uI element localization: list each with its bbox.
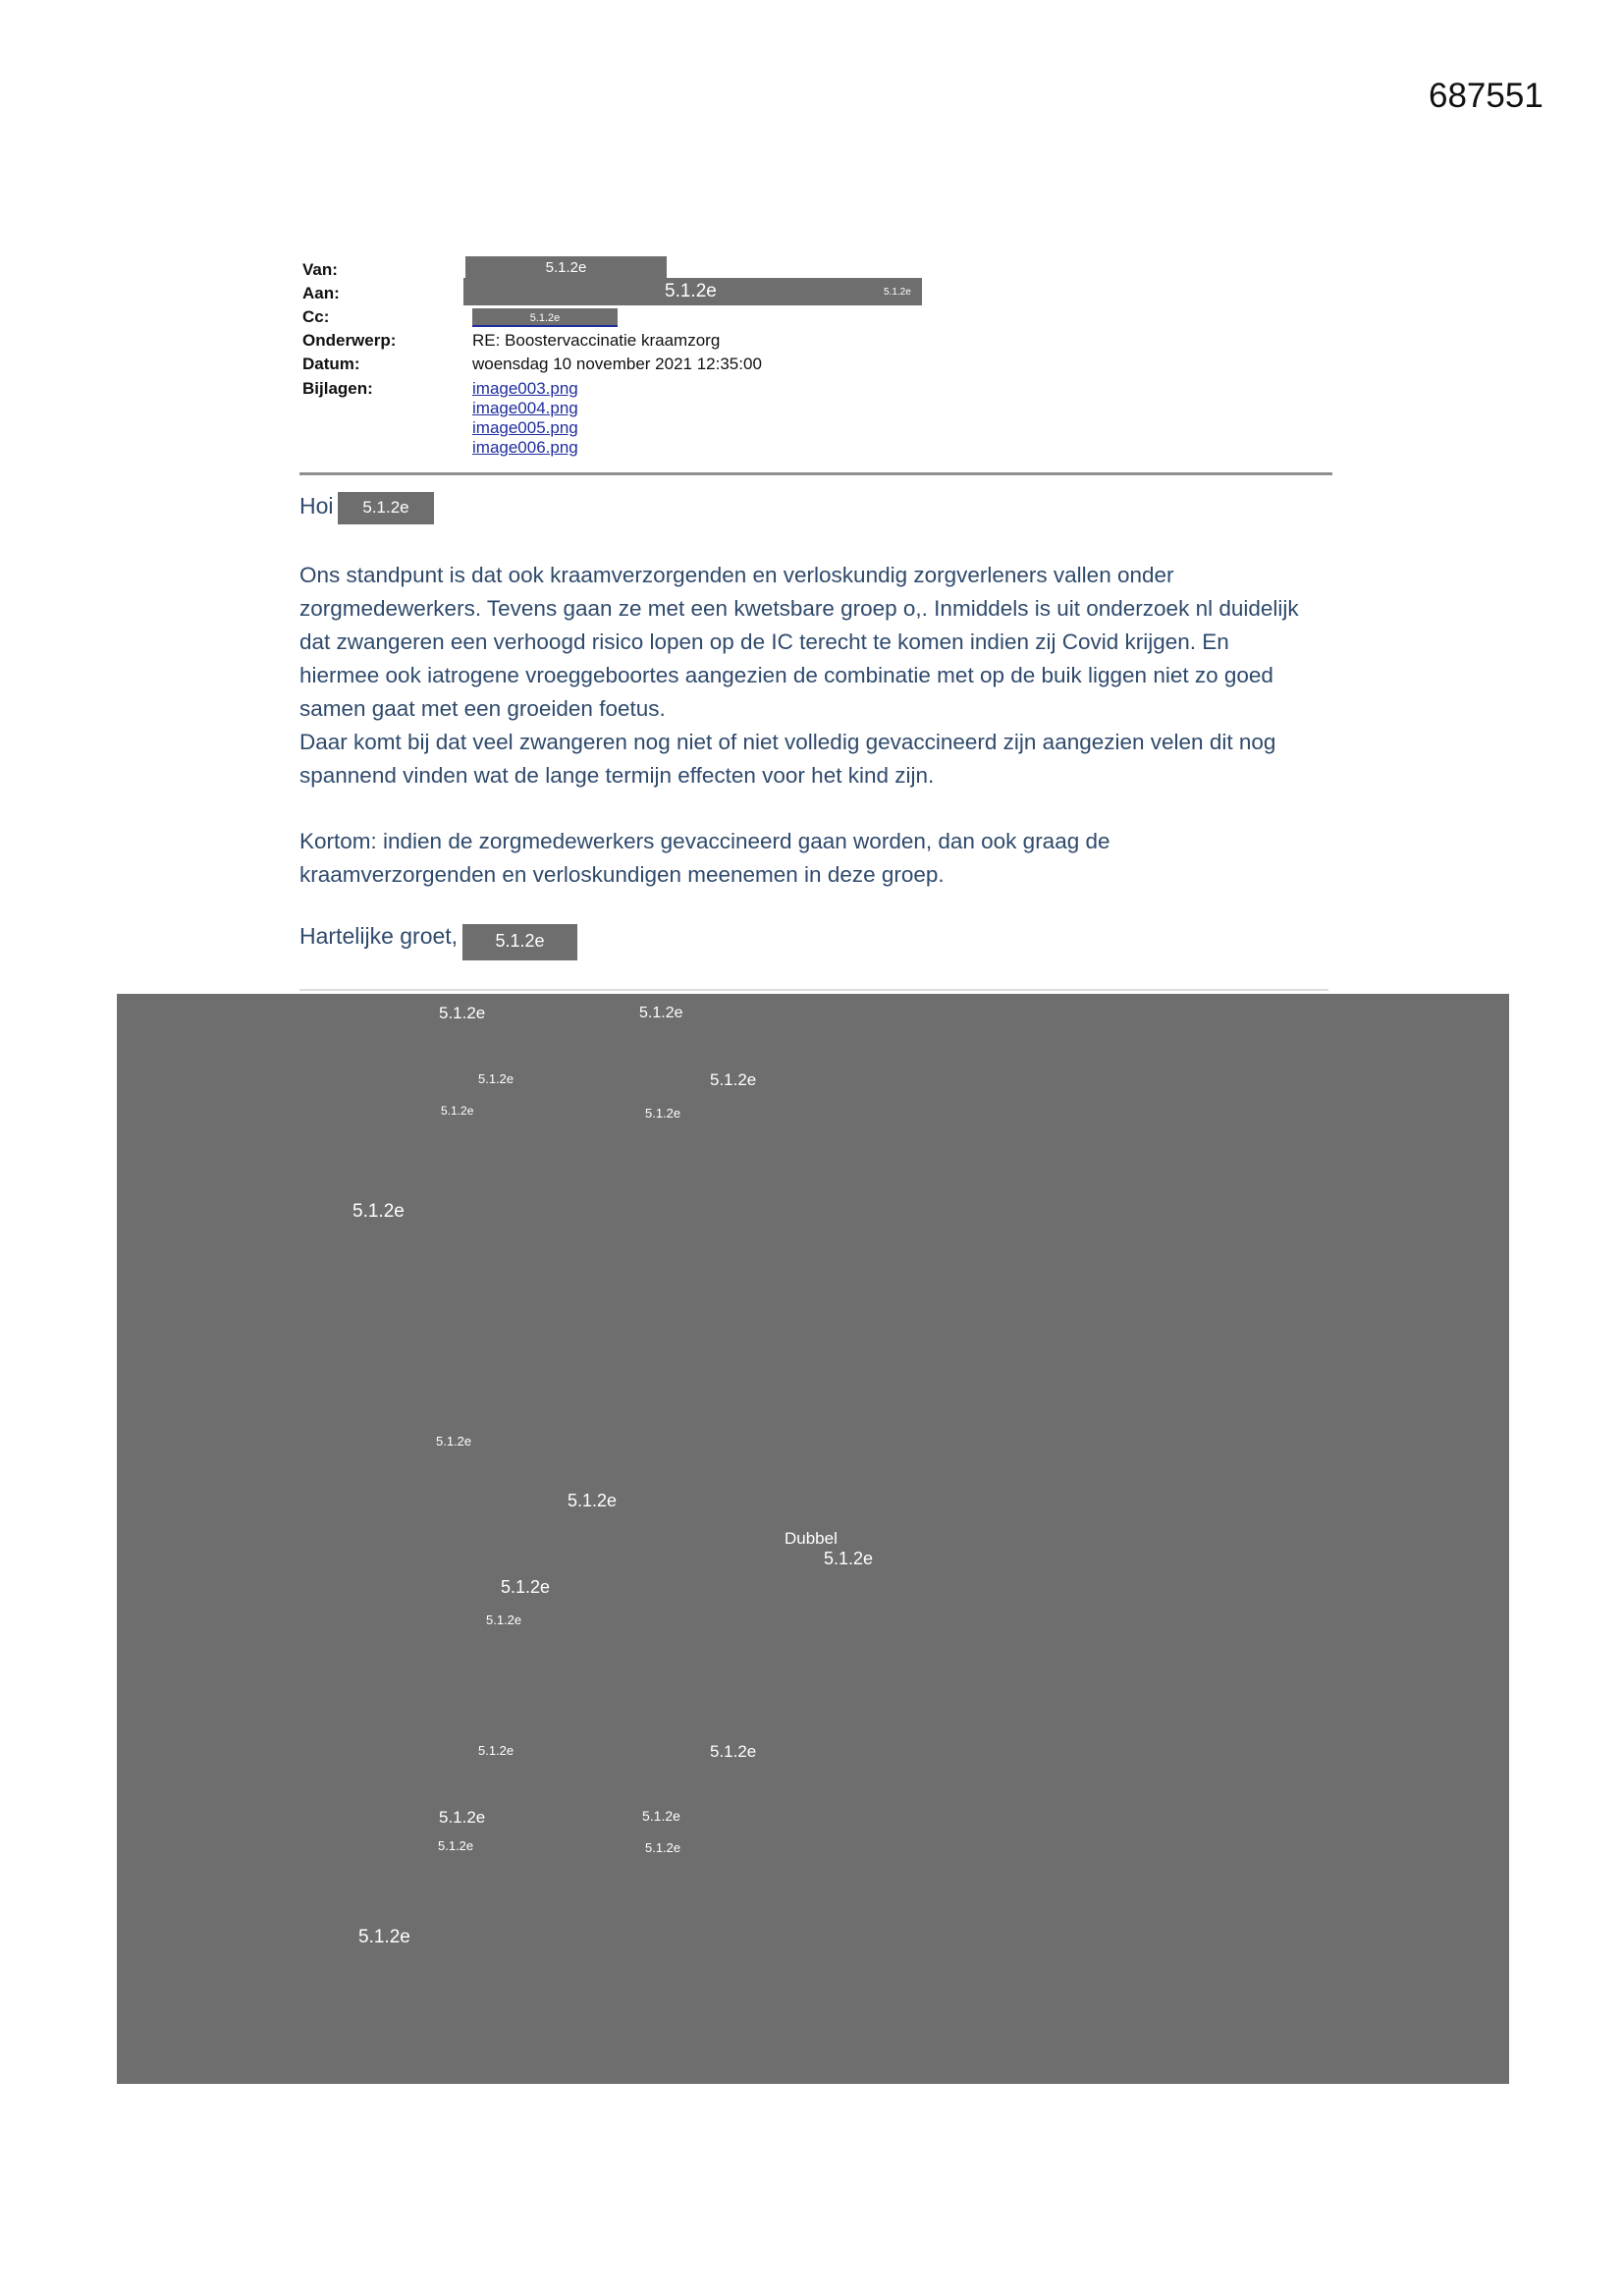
redaction-code: 5.1.2e [352, 1201, 405, 1222]
header-divider [299, 472, 1332, 475]
to-redaction [463, 278, 922, 305]
text-line: spannend vinden wat de lange termijn effecten voor het kind zijn. [299, 763, 935, 788]
redaction-code: 5.1.2e [639, 1005, 683, 1021]
subject-value: RE: Boostervaccinatie kraamzorg [472, 331, 721, 350]
greeting-redaction [338, 492, 434, 524]
text-line: kraamverzorgenden en verloskundigen meenemen in deze groep. [299, 862, 945, 887]
redacted-block-label: Dubbel [785, 1529, 838, 1548]
signature-redaction [462, 924, 577, 960]
redaction-code: 5.1.2e [438, 1838, 474, 1853]
text-line: Ons standpunt is dat ook kraamverzorgenden en verloskundig zorgverleners vallen onder [299, 563, 1174, 587]
redaction-code: 5.1.2e [439, 1808, 486, 1827]
redaction-code: 5.1.2e [436, 1434, 472, 1449]
attachment-link[interactable]: image005.png [472, 418, 578, 437]
document-number: 687551 [1429, 77, 1543, 115]
date-label: Datum: [302, 355, 360, 373]
redaction-code: 5.1.2e [529, 312, 561, 324]
redaction-code: 5.1.2e [645, 1840, 681, 1855]
attachments-label: Bijlagen: [302, 379, 373, 398]
redaction-code: 5.1.2e [710, 1070, 757, 1089]
from-redaction [465, 256, 667, 280]
text-line: samen gaat met een groeiden foetus. [299, 696, 666, 721]
date-value: woensdag 10 november 2021 12:35:00 [472, 355, 762, 373]
redaction-code: 5.1.2e [665, 281, 717, 301]
redaction-code: 5.1.2e [642, 1808, 680, 1824]
redaction-code: 5.1.2e [501, 1577, 551, 1597]
redaction-code: 5.1.2e [478, 1071, 514, 1086]
text-line: Daar komt bij dat veel zwangeren nog niet of niet volledig gevaccineerd zijn aangezien velen dit nog [299, 730, 1276, 754]
text-line: hiermee ook iatrogene vroeggeboortes aangezien de combinatie met op de buik liggen niet zo goed [299, 663, 1273, 687]
redaction-code: 5.1.2e [645, 1106, 681, 1121]
attachment-link[interactable]: image006.png [472, 438, 578, 457]
cc-redaction [472, 308, 618, 327]
text-line: zorgmedewerkers. Tevens gaan ze met een kwetsbare groep o,. Inmiddels is uit onderzoek nl duidelijk [299, 596, 1299, 621]
text-line: dat zwangeren een verhoogd risico lopen op de IC terecht te komen indien zij Covid krijgen. En [299, 629, 1229, 654]
subject-label: Onderwerp: [302, 331, 397, 350]
redaction-code: 5.1.2e [441, 1104, 474, 1118]
attachment-link[interactable]: image004.png [472, 399, 578, 417]
redaction-code: 5.1.2e [710, 1742, 757, 1761]
attachment-link[interactable]: image003.png [472, 379, 578, 398]
cc-label: Cc: [302, 307, 330, 326]
from-label: Van: [302, 260, 338, 279]
redaction-code: 5.1.2e [545, 259, 587, 276]
redaction-code: 5.1.2e [439, 1004, 486, 1022]
redaction-code: 5.1.2e [824, 1549, 874, 1568]
redaction-code: 5.1.2e [486, 1613, 522, 1627]
to-label: Aan: [302, 284, 340, 302]
redaction-code: 5.1.2e [358, 1927, 410, 1947]
signature-divider [299, 989, 1328, 991]
redaction-code: 5.1.2e [884, 287, 911, 298]
closing: Hartelijke groet, [299, 923, 459, 949]
redacted-block [117, 994, 1509, 2084]
greeting: Hoi [299, 493, 334, 519]
text-line: Kortom: indien de zorgmedewerkers gevaccineerd gaan worden, dan ook graag de [299, 829, 1110, 853]
redaction-code: 5.1.2e [362, 498, 409, 517]
redaction-code: 5.1.2e [478, 1743, 514, 1758]
redaction-code: 5.1.2e [495, 931, 545, 951]
redaction-code: 5.1.2e [568, 1491, 618, 1510]
